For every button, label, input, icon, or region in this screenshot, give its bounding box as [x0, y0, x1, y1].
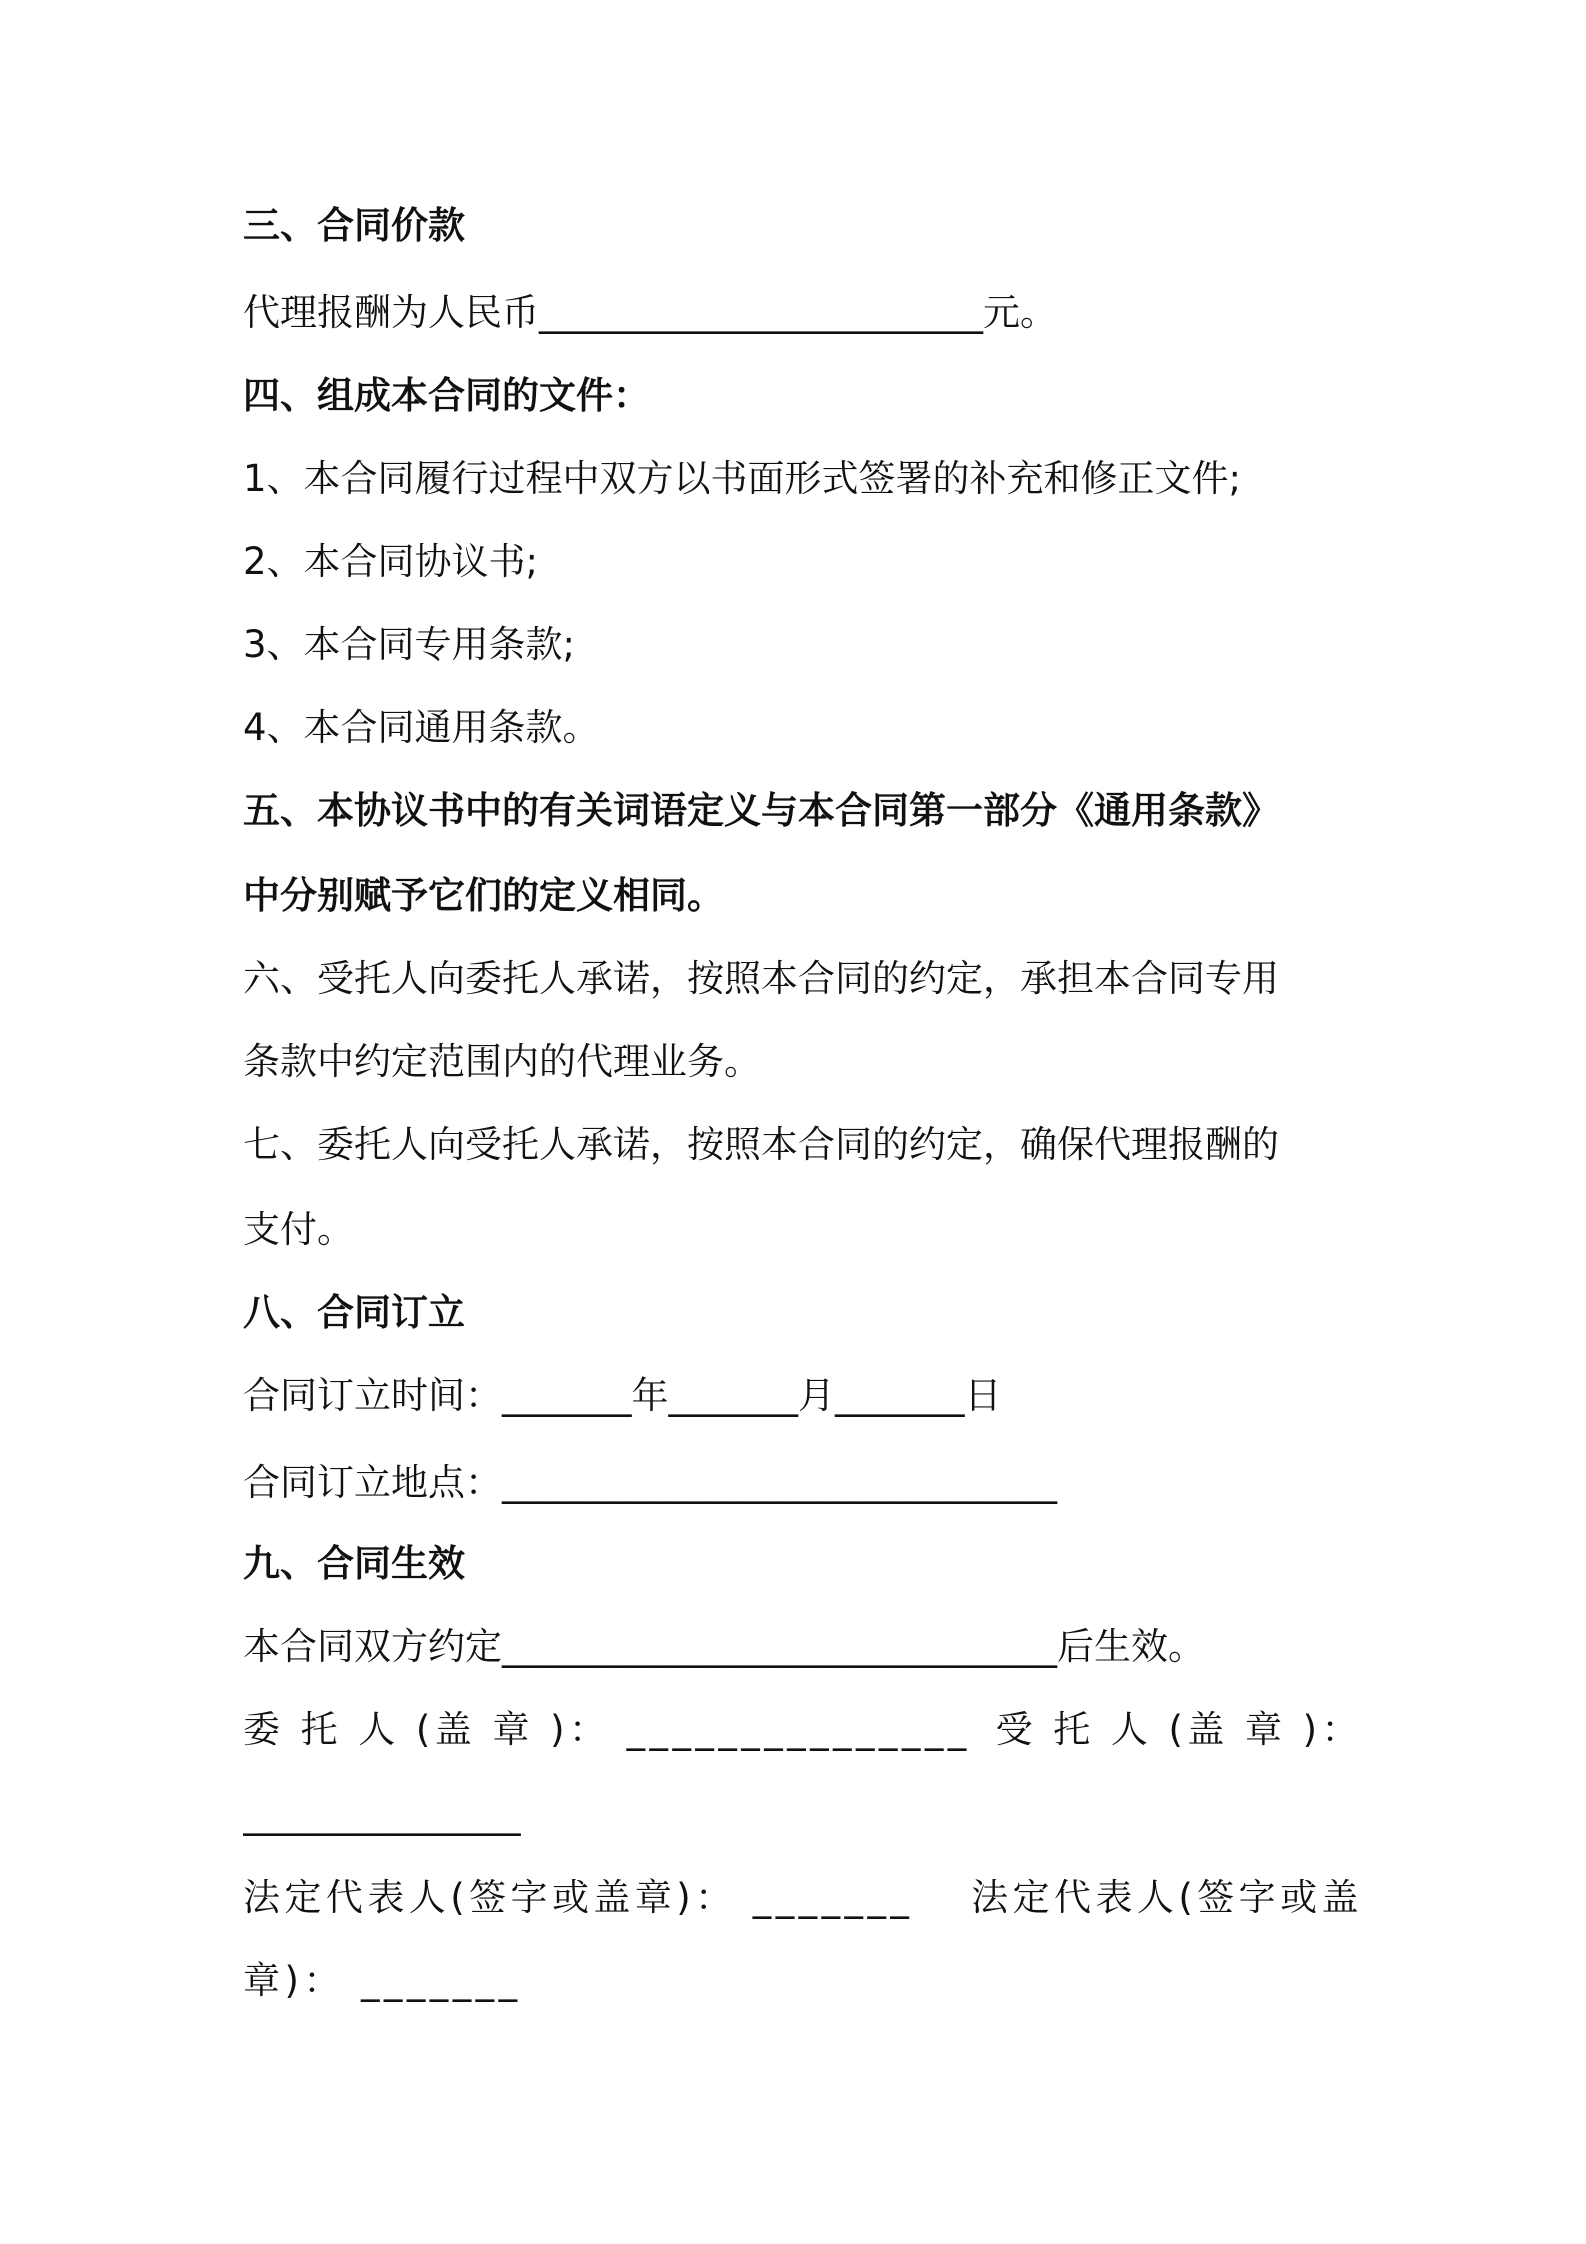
section-6-line-1: 六、受托人向委托人承诺，按照本合同的约定，承担本合同专用 [243, 957, 1279, 1000]
section-5-line-2: 中分别赋予它们的定义相同。 [243, 874, 724, 917]
signing-time-line: 合同订立时间：_______年_______月_______日 [243, 1374, 1002, 1417]
agent-seal-label: 受 托 人 (盖 章 )： [995, 1708, 1363, 1751]
agent-legal-rep-label: 法定代表人(签字或盖 [971, 1876, 1363, 1919]
seal-line [243, 1700, 1363, 1760]
document-item-1: 1、本合同履行过程中双方以书面形式签署的补充和修正文件; [243, 457, 1242, 500]
agent-seal-blank: _______________ [243, 1793, 521, 1836]
effective-condition-line: 本合同双方约定______________________________后生效。 [243, 1625, 1205, 1668]
document-item-2: 2、本合同协议书; [243, 540, 539, 583]
signing-place-line: 合同订立地点：______________________________ [243, 1461, 1057, 1504]
agent-legal-rep-blank: 章)： _______ [243, 1959, 522, 2002]
document-item-3: 3、本合同专用条款; [243, 623, 576, 666]
section-6-line-2: 条款中约定范围内的代理业务。 [243, 1040, 761, 1083]
section-9-title: 九、合同生效 [243, 1542, 465, 1585]
legal-rep-line [243, 1868, 1363, 1928]
section-7-line-1: 七、委托人向受托人承诺，按照本合同的约定，确保代理报酬的 [243, 1123, 1279, 1166]
section-4-title: 四、组成本合同的文件： [243, 374, 650, 417]
agency-fee-line: 代理报酬为人民币________________________元。 [243, 291, 1057, 334]
section-7-line-2: 支付。 [243, 1208, 354, 1251]
document-item-4: 4、本合同通用条款。 [243, 706, 600, 749]
section-8-title: 八、合同订立 [243, 1291, 465, 1334]
principal-seal-field: 委 托 人 (盖 章 )： _______________ [243, 1708, 971, 1751]
principal-legal-rep-field: 法定代表人(签字或盖章)： _______ [243, 1876, 914, 1919]
section-5-line-1: 五、本协议书中的有关词语定义与本合同第一部分《通用条款》 [243, 789, 1279, 832]
section-3-title: 三、合同价款 [243, 204, 465, 247]
